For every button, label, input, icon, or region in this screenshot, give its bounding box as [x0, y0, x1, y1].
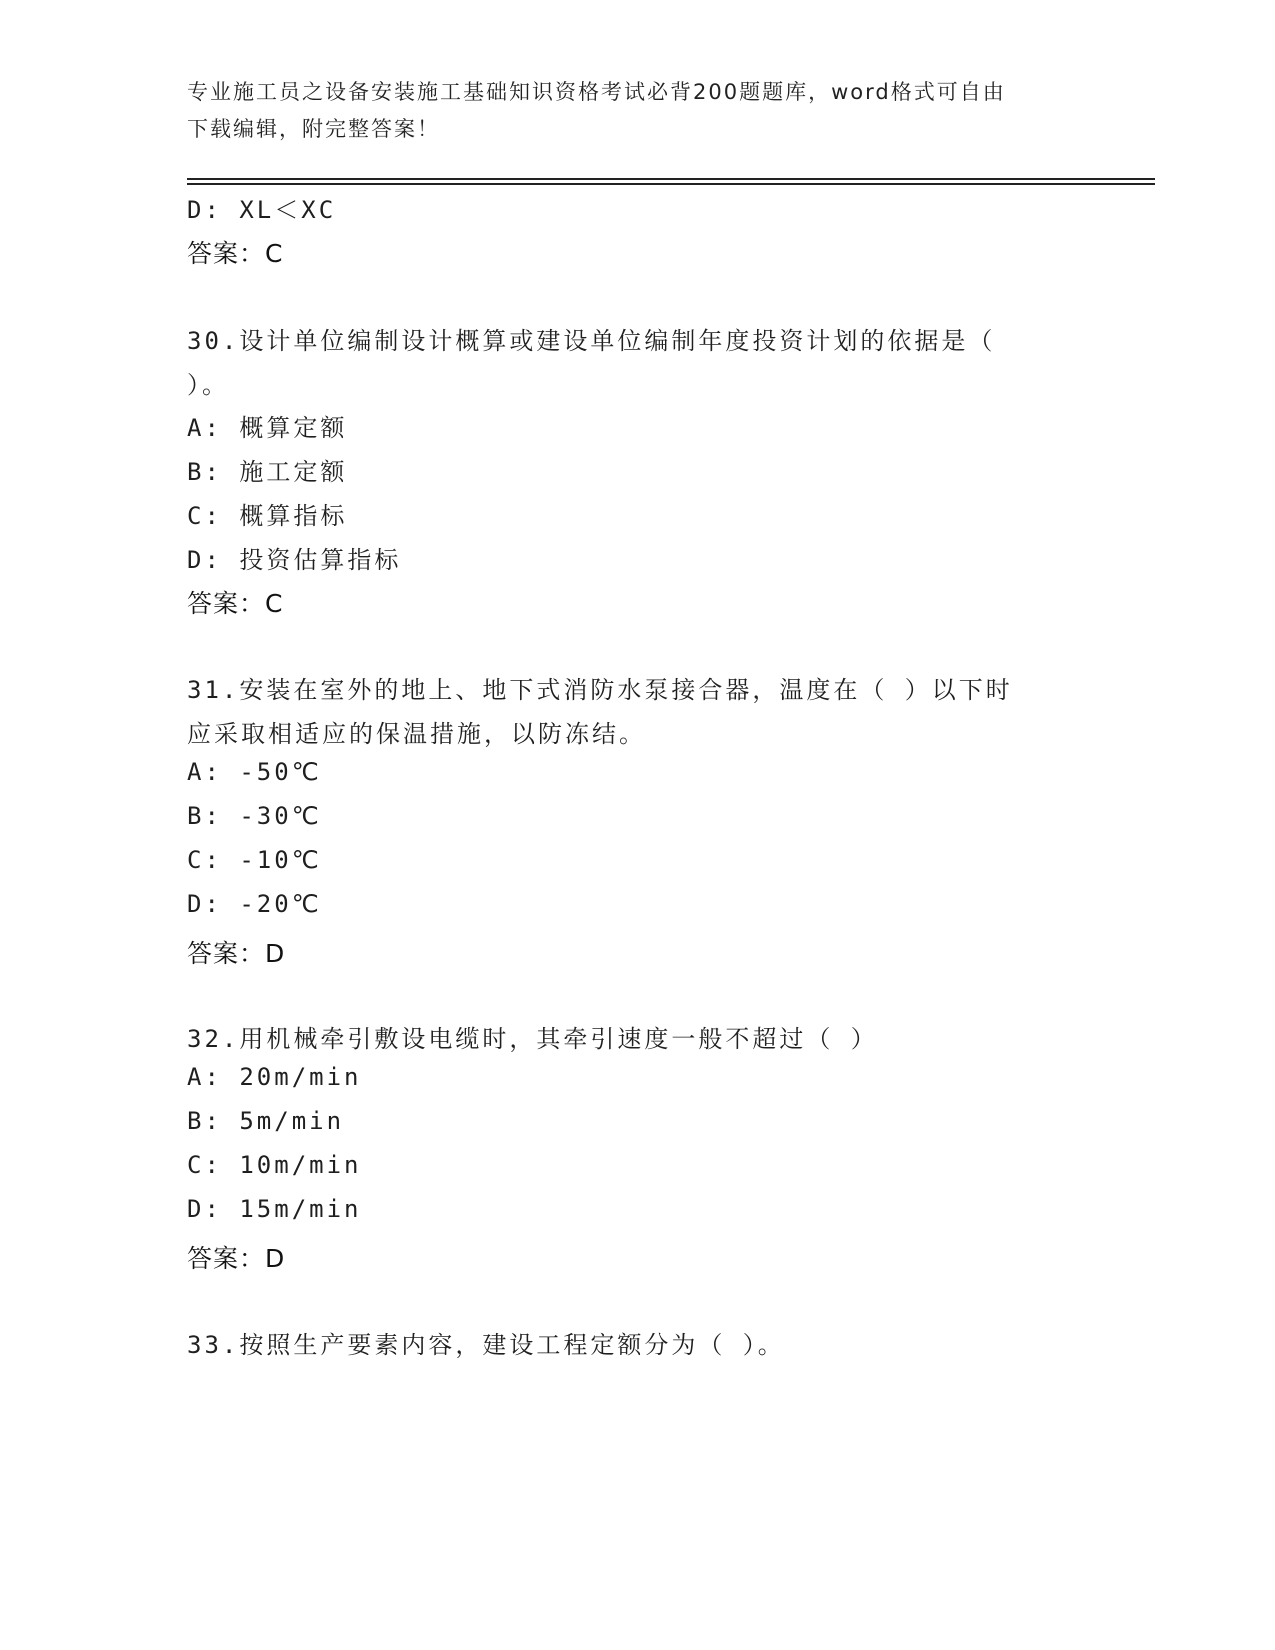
question-30-option-b: B: 施工定额 [187, 458, 348, 486]
question-30-answer: 答案：C [187, 589, 284, 618]
header-divider-top [187, 178, 1155, 180]
carryover-option-d: D: XL＜XC [187, 196, 337, 224]
question-31-stem-line-1: 31.安装在室外的地上、地下式消防水泵接合器，温度在（ ）以下时 [187, 676, 1013, 704]
question-30-option-d: D: 投资估算指标 [187, 546, 402, 574]
question-31-stem-line-2: 应采取相适应的保温措施，以防冻结。 [187, 720, 646, 748]
question-32-option-d: D: 15m/min [187, 1195, 362, 1223]
question-30-stem-line-1: 30.设计单位编制设计概算或建设单位编制年度投资计划的依据是（ [187, 327, 996, 355]
question-30-stem-line-2: ）。 [187, 371, 229, 399]
question-30-option-a: A: 概算定额 [187, 414, 348, 442]
question-32-option-c: C: 10m/min [187, 1151, 362, 1179]
question-32-answer: 答案：D [187, 1244, 286, 1273]
question-31-option-b: B: -30℃ [187, 802, 322, 830]
header-divider-bottom [187, 183, 1155, 185]
question-32-option-a: A: 20m/min [187, 1063, 362, 1091]
document-header [187, 74, 1067, 148]
question-31-answer: 答案：D [187, 939, 286, 968]
question-31-option-a: A: -50℃ [187, 758, 322, 786]
question-30-option-c: C: 概算指标 [187, 502, 348, 530]
question-31-option-c: C: -10℃ [187, 846, 322, 874]
question-32-option-b: B: 5m/min [187, 1107, 345, 1135]
header-title-line-1: 专业施工员之设备安装施工基础知识资格考试必背200题题库，word格式可自由 [187, 80, 1006, 104]
question-32-stem-line-1: 32.用机械牵引敷设电缆时，其牵引速度一般不超过（ ） [187, 1025, 878, 1053]
carryover-answer: 答案：C [187, 239, 284, 268]
question-33-stem-line-1: 33.按照生产要素内容，建设工程定额分为（ ）。 [187, 1331, 785, 1359]
header-title-line-2: 下载编辑，附完整答案！ [187, 117, 440, 141]
question-31-option-d: D: -20℃ [187, 890, 322, 918]
